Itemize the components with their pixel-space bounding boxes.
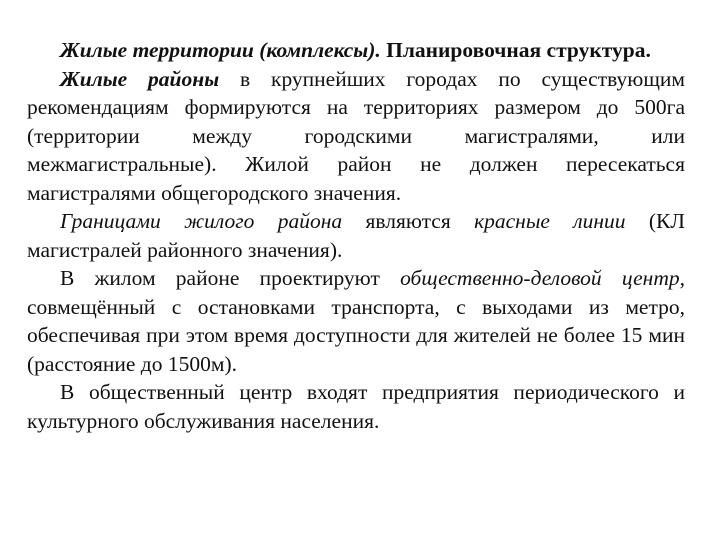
term-district-boundaries: Границами жилого района (60, 209, 343, 233)
paragraph-text: , совмещённый с остановками транспорта, с выходами из метро, обеспечивая при этом время доступности для жителей не более 15 мин (расстояние до 1500м). (27, 266, 686, 376)
heading (27, 36, 685, 65)
paragraph-text: (КЛ магистралей районного значения). (27, 209, 685, 262)
heading-rest: Планировочная структура. (380, 38, 651, 62)
paragraph-text: в крупнейших городах по существующим рекомендациям формируются на территориях размером до 500га (территории между городскими магистралями, или межмагистральные). Жилой район не должен пересекаться магистралями общегородского значения. (27, 66, 685, 205)
heading-italic: Жилые территории (комплексы). (60, 38, 381, 62)
paragraph-text: являются (342, 209, 475, 233)
paragraph-text: В общественный центр входят предприятия периодического и культурного обслуживания населения. (27, 380, 685, 433)
paragraph-public-center-composition (27, 378, 685, 435)
paragraph-district-boundaries (27, 207, 685, 264)
paragraph-residential-districts (27, 65, 685, 208)
term-red-lines: красные линии (474, 209, 626, 233)
paragraph-public-center (27, 264, 685, 378)
paragraph-text: В жилом районе проектируют (60, 266, 401, 290)
term-residential-districts: Жилые районы (60, 66, 220, 91)
term-public-business-center: общественно-деловой центр (400, 266, 680, 290)
